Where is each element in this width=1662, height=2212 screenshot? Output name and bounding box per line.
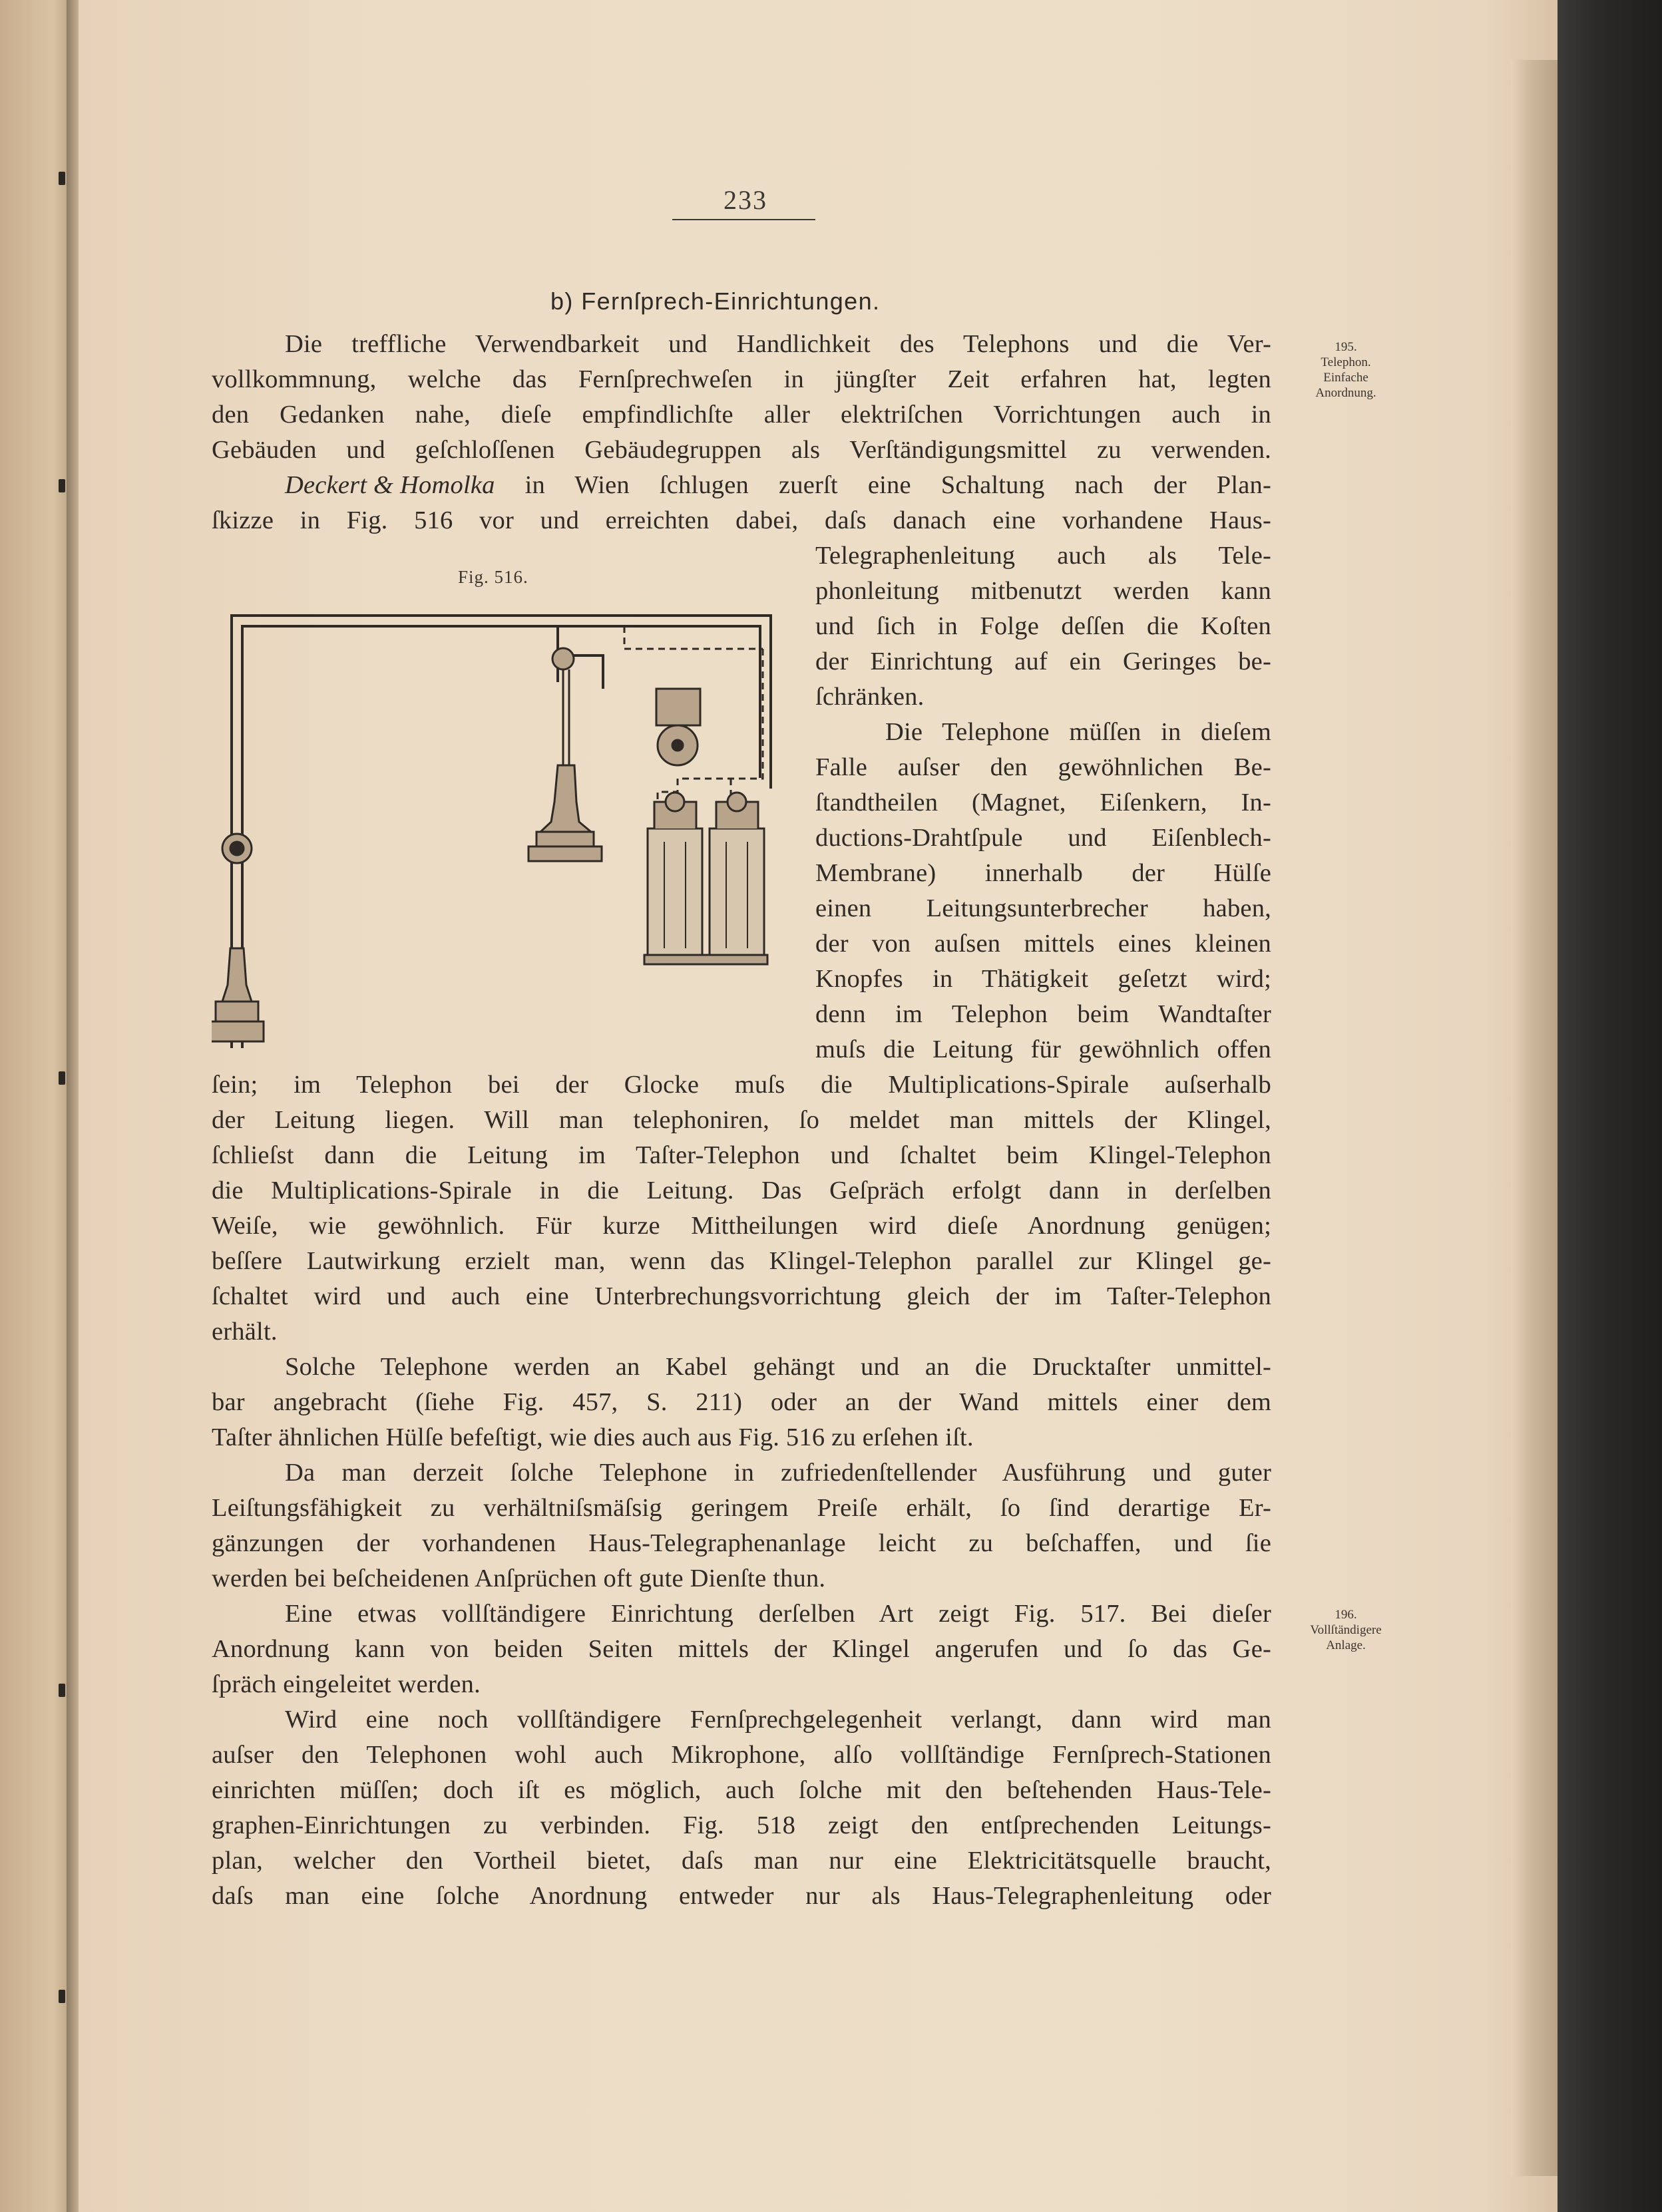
text-line: die Multiplications-Spirale in die Leitung. Das Geſpräch erfolgt dann in derſelben — [212, 1177, 1271, 1204]
text-line: einen Leitungsunterbrecher haben, — [815, 894, 1271, 922]
text-line: Die treffliche Verwendbarkeit und Handlichkeit des Telephons und die Ver- — [285, 330, 1271, 358]
text-line: Telegraphenleitung auch als Tele- — [815, 542, 1271, 570]
binding-stitch — [59, 1071, 65, 1085]
text-line: Gebäuden und geſchloſſenen Gebäudegruppen als Verſtändigungsmittel zu verwenden. — [212, 436, 1271, 464]
margin-note-line: Vollſtändigere — [1310, 1623, 1382, 1637]
text-line: daſs man eine ſolche Anordnung entweder nur als Haus-Telegraphenleitung oder — [212, 1882, 1271, 1910]
margin-note-number: 196. — [1335, 1608, 1357, 1622]
text-line: plan, welcher den Vortheil bietet, daſs man nur eine Elektricitätsquelle braucht, — [212, 1847, 1271, 1875]
text-line: erhält. — [212, 1318, 278, 1346]
text-line: bar angebracht (ſiehe Fig. 457, S. 211) oder an der Wand mittels einer dem — [212, 1388, 1271, 1416]
text-line: beſſere Lautwirkung erzielt man, wenn das Klingel-Telephon parallel zur Klingel ge- — [212, 1247, 1271, 1275]
margin-note-line: Telephon. — [1321, 355, 1371, 369]
text-line: Weiſe, wie gewöhnlich. Für kurze Mittheilungen wird dieſe Anordnung genügen; — [212, 1212, 1271, 1240]
figure-caption: Fig. 516. — [458, 567, 528, 587]
text-line: ſkizze in Fig. 516 vor und erreichten dabei, daſs danach eine vorhandene Haus- — [212, 506, 1271, 534]
gutter — [67, 0, 79, 2212]
margin-note-196 — [1279, 1607, 1412, 1653]
text-line — [285, 470, 1271, 500]
text-line: ſein; im Telephon bei der Glocke muſs die Multiplications-Spirale auſserhalb — [212, 1071, 1271, 1099]
text-line: Anordnung kann von beiden Seiten mittels der Klingel angerufen und ſo das Ge- — [212, 1635, 1271, 1663]
text-line-rest: in Wien ſchlugen zuerſt eine Schaltung nach der Plan- — [495, 471, 1271, 499]
text-line: phonleitung mitbenutzt werden kann — [815, 577, 1271, 605]
text-line: werden bei beſcheidenen Anſprüchen oft gute Dienſte thun. — [212, 1565, 826, 1592]
text-line: den Gedanken nahe, dieſe empfindlichſte aller elektriſchen Vorrichtungen auch in — [212, 401, 1271, 429]
text-line: ſtandtheilen (Magnet, Eiſenkern, In- — [815, 789, 1271, 817]
text-line: ſchränken. — [815, 683, 925, 711]
text-line: Membrane) innerhalb der Hülſe — [815, 859, 1271, 887]
text-line: Taſter ähnlichen Hülſe befeſtigt, wie dies auch aus Fig. 516 zu erſehen iſt. — [212, 1423, 974, 1451]
section-heading: b) Fernſprech-Einrichtungen. — [550, 287, 881, 315]
margin-note-line: Einfache — [1323, 371, 1368, 385]
text-line: Wird eine noch vollſtändigere Fernſprechgelegenheit verlangt, dann wird man — [285, 1706, 1271, 1734]
book-cover — [1558, 0, 1662, 2212]
text-line: Knopfes in Thätigkeit geſetzt wird; — [815, 965, 1271, 993]
text-line: denn im Telephon beim Wandtaſter — [815, 1000, 1271, 1028]
text-line: der von auſsen mittels eines kleinen — [815, 930, 1271, 958]
text-line: Da man derzeit ſolche Telephone in zufriedenſtellender Ausführung und guter — [285, 1459, 1271, 1487]
text-line: Eine etwas vollſtändigere Einrichtung derſelben Art zeigt Fig. 517. Bei dieſer — [285, 1600, 1271, 1628]
text-line: ſpräch eingeleitet werden. — [212, 1670, 481, 1698]
binding-stitch — [59, 172, 65, 185]
margin-note-line: Anlage. — [1326, 1638, 1366, 1652]
text-line: Die Telephone müſſen in dieſem — [885, 718, 1271, 746]
text-line: einrichten müſſen; doch iſt es möglich, auch ſolche mit den beſtehenden Haus-Tele- — [212, 1776, 1271, 1804]
text-line: der Einrichtung auf ein Geringes be- — [815, 647, 1271, 675]
text-line: ſchaltet wird und auch eine Unterbrechungsvorrichtung gleich der im Taſter-Telephon — [212, 1282, 1271, 1310]
author-names: Deckert & Homolka — [285, 471, 495, 499]
margin-note-line: Anordnung. — [1315, 386, 1376, 400]
text-line: gänzungen der vorhandenen Haus-Telegraphenanlage leicht zu beſchaffen, und ſie — [212, 1529, 1271, 1557]
page-number-rule — [672, 219, 815, 220]
margin-note-number: 195. — [1335, 340, 1357, 354]
text-line: Falle auſser den gewöhnlichen Be- — [815, 753, 1271, 781]
text-line: Solche Telephone werden an Kabel gehängt und an die Drucktaſter unmittel- — [285, 1353, 1271, 1381]
text-line: vollkommnung, welche das Fernſprechweſen in jüngſter Zeit erfahren hat, legten — [212, 365, 1271, 393]
text-line: und ſich in Folge deſſen die Koſten — [815, 612, 1271, 640]
page-stack-edge — [1511, 60, 1558, 2176]
text-line: graphen-Einrichtungen zu verbinden. Fig. 518 zeigt den entſprechenden Leitungs- — [212, 1811, 1271, 1839]
binding-stitch — [59, 479, 65, 492]
text-line: muſs die Leitung für gewöhnlich offen — [815, 1035, 1271, 1063]
figure-516-wiring-diagram — [212, 602, 784, 1055]
text-line: ductions-Drahtſpule und Eiſenblech- — [815, 824, 1271, 852]
text-line: ſchlieſst dann die Leitung im Taſter-Telephon und ſchaltet beim Klingel-Telephon — [212, 1141, 1271, 1169]
text-line: auſser den Telephonen wohl auch Mikrophone, alſo vollſtändige Fernſprech-Stationen — [212, 1741, 1271, 1769]
margin-note-195 — [1279, 339, 1412, 401]
left-page-edge — [0, 0, 73, 2212]
binding-stitch — [59, 1684, 65, 1697]
binding-stitch — [59, 1990, 65, 2003]
page-number: 233 — [724, 185, 767, 215]
text-line: Leiſtungsfähigkeit zu verhältniſsmäſsig geringem Preiſe erhält, ſo ſind derartige Er- — [212, 1494, 1271, 1522]
text-line: der Leitung liegen. Will man telephoniren, ſo meldet man mittels der Klingel, — [212, 1106, 1271, 1134]
